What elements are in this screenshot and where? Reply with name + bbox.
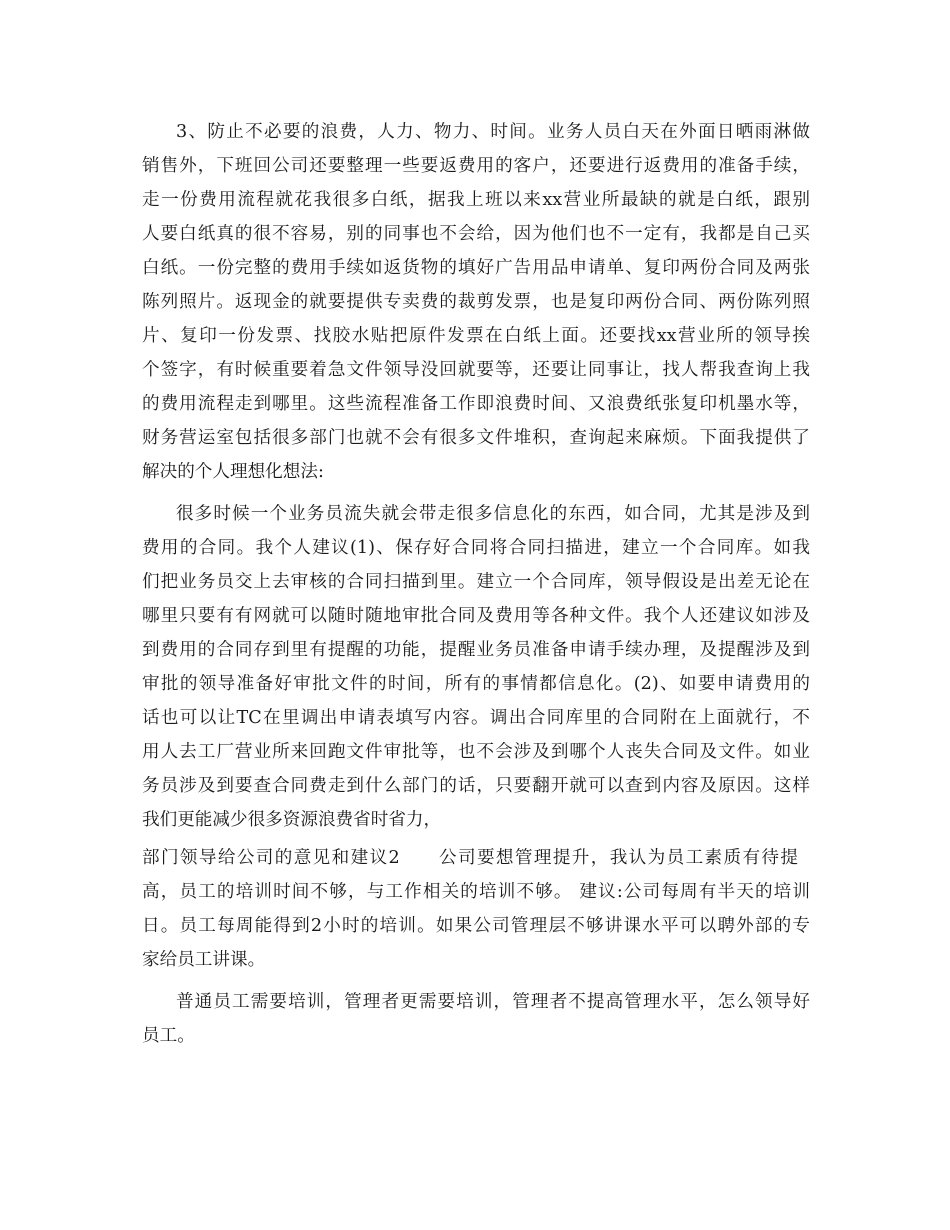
paragraph-2-line-9: 务员涉及到要查合同费走到什么部门的话，只要翻开就可以查到内容及原因。这样 [142, 776, 810, 796]
paragraph-4-line-2: 员工。 [142, 1026, 195, 1046]
paragraph-2-line-4: 哪里只要有有网就可以随时随地审批合同及费用等各种文件。我个人还建议如涉及 [142, 606, 810, 626]
paragraph-3-line-1: 部门领导给公司的意见和建议2 公司要想管理提升，我认为员工素质有待提 [142, 848, 798, 868]
paragraph-2-line-3: 们把业务员交上去审核的合同扫描到里。建立一个合同库，领导假设是出差无论在 [142, 572, 810, 592]
paragraph-2-line-2: 费用的合同。我个人建议(1)、保存好合同将合同扫描进，建立一个合同库。如我 [142, 538, 810, 558]
paragraph-1-line-10: 财务营运室包括很多部门也就不会有很多文件堆积，查询起来麻烦。下面我提供了 [142, 428, 810, 448]
paragraph-3-line-2: 高，员工的培训时间不够，与工作相关的培训不够。 建议:公司每周有半天的培训 [142, 882, 810, 902]
paragraph-1-line-8: 个签字，有时候重要着急文件领导没回就要等，还要让同事让，找人帮我查询上我 [142, 360, 810, 380]
paragraph-2-line-10: 我们更能减少很多资源浪费省时省力， [142, 810, 442, 830]
paragraph-1-line-1: 3、防止不必要的浪费，人力、物力、时间。业务人员白天在外面日晒雨淋做 [176, 122, 810, 142]
paragraph-1-line-11: 解决的个人理想化想法: [142, 462, 324, 482]
paragraph-1-line-5: 白纸。一份完整的费用手续如返货物的填好广告用品申请单、复印两份合同及两张 [142, 258, 810, 278]
paragraph-1-line-6: 陈列照片。返现金的就要提供专卖费的裁剪发票，也是复印两份合同、两份陈列照 [142, 292, 810, 312]
paragraph-1-line-2: 销售外，下班回公司还要整理一些要返费用的客户，还要进行返费用的准备手续， [142, 156, 810, 176]
paragraph-3-line-4: 家给员工讲课。 [142, 950, 266, 970]
paragraph-2-line-6: 审批的领导准备好审批文件的时间，所有的事情都信息化。(2)、如要申请费用的 [142, 674, 810, 694]
paragraph-2-line-5: 到费用的合同存到里有提醒的功能，提醒业务员准备申请手续办理，及提醒涉及到 [142, 640, 810, 660]
paragraph-1-line-7: 片、复印一份发票、找胶水贴把原件发票在白纸上面。还要找xx营业所的领导挨 [142, 326, 810, 346]
paragraph-2-line-7: 话也可以让TC在里调出申请表填写内容。调出合同库里的合同附在上面就行，不 [142, 708, 810, 728]
paragraph-2-line-1: 很多时候一个业务员流失就会带走很多信息化的东西，如合同，尤其是涉及到 [176, 504, 810, 524]
paragraph-1-line-4: 人要白纸真的很不容易，别的同事也不会给，因为他们也不一定有，我都是自己买 [142, 224, 810, 244]
paragraph-3-line-3: 日。员工每周能得到2小时的培训。如果公司管理层不够讲课水平可以聘外部的专 [142, 916, 810, 936]
paragraph-4-line-1: 普通员工需要培训，管理者更需要培训，管理者不提高管理水平，怎么领导好 [176, 992, 810, 1012]
paragraph-1-line-3: 走一份费用流程就花我很多白纸，据我上班以来xx营业所最缺的就是白纸，跟别 [142, 190, 810, 210]
paragraph-2-line-8: 用人去工厂营业所来回跑文件审批等，也不会涉及到哪个人丧失合同及文件。如业 [142, 742, 810, 762]
paragraph-1-line-9: 的费用流程走到哪里。这些流程准备工作即浪费时间、又浪费纸张复印机墨水等， [142, 394, 810, 414]
